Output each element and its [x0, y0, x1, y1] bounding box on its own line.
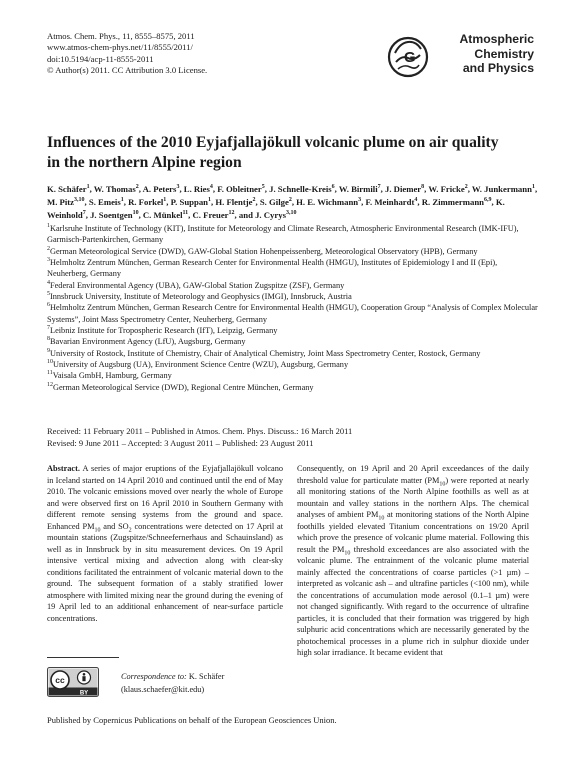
author-name: K. Weinhold	[47, 196, 505, 220]
subscript: 10	[94, 527, 101, 534]
affiliation-text: German Meteorological Service (DWD), GAW-Global Station Hohenpeissenberg, Meteorological Observatory (HPB), Germany	[50, 246, 478, 256]
body-text: threshold exceedances are also associated with the volcanic plume. The entrainment of the volcanic plume material mainly affected the concentrations of coarse particles (>1 µm) – interpreted as volcanic ash – and ultrafine particles (<100 nm), while the concentrations of accumulation mode aerosol (0.1–1 µm) were not changed significantly. With regard to the occurrence of ultrafine particles, it is concluded that their formation was triggered by high sulphuric acid concentrations which are necessarily generated by the photochemical processes in a plume rich in sulphur dioxide under high solar irradiance. It became evident that	[297, 544, 529, 657]
author-name: W. Birmili	[338, 184, 378, 194]
author-name: S. Emeis	[88, 196, 121, 207]
author-name: L. Ries	[183, 184, 210, 194]
author-name: S. Gilge	[259, 196, 289, 207]
dates-line-received: Received: 11 February 2011 – Published in Atmos. Chem. Phys. Discuss.: 16 March 2011	[47, 426, 353, 436]
author-affiliation-number: 8	[421, 184, 425, 191]
author	[90, 210, 138, 220]
author-list: K. Schäfer$^1$, W. Thomas$^2$, A. Peters$^3$, L. Ries$^4$, F. Obleitner$^5$, J. Schnelle-Kreis$^6$, W. Birmili$^7$, J. Diemer$^8$, W. Fricke$^2$, W. Junkermann$^1$, M. Pitz$^{3,10}$, S. Emeis$^1$, R. Forkel$^1$, P. Suppan$^1$, H. Flentje$^2$, S. Gilge$^2$, H. E. Wichmann$^3$, F. Meinhardt$^4$, R. Zimmermann$^{6,9}$, K. Weinhold$^7$, J. Soentgen$^{10}$, C. Münkel$^{11}$, C. Freuer$^{12}$, and J. Cyrys$^{3,10}$	[47, 184, 538, 220]
egu-logo-icon	[384, 29, 432, 83]
author-affiliation-number: 4	[209, 184, 213, 191]
journal-name-line: and Physics	[462, 61, 534, 76]
author	[385, 184, 424, 194]
affiliation-text: Bavarian Environment Agency (LfU), Augsburg, Germany	[50, 337, 246, 347]
subscript: 10	[344, 550, 351, 557]
affiliation-list	[47, 223, 539, 393]
affiliation-number: 11	[47, 370, 53, 377]
affiliation-number: 3	[47, 257, 50, 264]
author	[128, 197, 166, 207]
author-name: K. Schäfer	[47, 184, 87, 194]
author-name: W. Junkermann	[471, 184, 532, 194]
author-affiliation-number: 10	[132, 209, 139, 216]
affiliation-number: 1	[47, 223, 50, 230]
affiliation-number: 6	[47, 302, 50, 309]
abstract	[47, 463, 283, 624]
author	[269, 184, 335, 194]
affiliation	[47, 325, 539, 336]
author	[260, 197, 292, 207]
correspondence-name: K. Schäfer	[186, 672, 225, 681]
author-affiliation-number: 7	[82, 209, 86, 216]
citation-line[interactable]: www.atmos-chem-phys.net/11/8555/2011/	[47, 42, 193, 53]
affiliation	[47, 348, 539, 359]
author	[215, 197, 255, 207]
body-text: ) were reported at nearly all monitoring stations of the North Alpine foothills as well as at mountain and valley stations in the northern Alps. The chemical analyses of ambient PM	[297, 475, 529, 519]
author	[143, 210, 188, 220]
affiliation-text: University of Augsburg (UA), Environment Science Centre (WZU), Augsburg, Germany	[53, 360, 349, 370]
affiliation-text: German Meteorological Service (DWD), Regional Centre München, Germany	[53, 382, 314, 392]
affiliation-text: University of Rostock, Institute of Chemistry, Chair of Analytical Chemistry, Joint Mass Spectrometry Center, Rostock, Germany	[50, 348, 481, 358]
abstract-label: Abstract.	[47, 464, 80, 473]
abstract-text: concentrations were detected on 17 April at mountain stations (Zugspitze/Schneefernerhaus and Schauinsland) as well as in Innsbruck by in situ measurement devices. On 19 April intensive vertical mixing and advection along with clear-sky conditions facilitated the entrainment of volcanic material down to the ground. The subsequent formation of a stably stratified lower atmosphere with limited mixing near the ground during the evening of 19 April led to an additional enhancement of near-surface particle concentrations.	[47, 521, 283, 623]
author	[428, 184, 467, 194]
author	[339, 184, 381, 194]
affiliation	[47, 291, 539, 302]
journal-name-line: Chemistry	[474, 46, 534, 61]
dates-line-revised: Revised: 9 June 2011 – Accepted: 3 August 2011 – Published: 23 August 2011	[47, 437, 314, 448]
subscript: 10	[439, 481, 446, 488]
author-name: J. Schnelle-Kreis	[269, 184, 332, 194]
body-text: Consequently, on 19 April and 20 April exceedances of the daily threshold value for particulate matter (PM	[297, 464, 529, 485]
subscript: 2	[128, 527, 132, 534]
subscript: 10	[378, 515, 385, 522]
author	[143, 184, 180, 194]
affiliation	[47, 336, 539, 347]
journal-name	[432, 32, 534, 76]
affiliation-number: 10	[47, 359, 53, 366]
affiliation	[47, 359, 539, 370]
author-affiliation-number: 2	[135, 184, 139, 191]
author-affiliation-number: 6,9	[484, 196, 492, 203]
author-name: J. Diemer	[384, 184, 422, 194]
author	[217, 184, 265, 194]
author-affiliation-number: 11	[182, 209, 189, 216]
cc-badge-label: cc	[55, 675, 65, 685]
affiliation-text: Vaisala GmbH, Hamburg, Germany	[52, 371, 172, 381]
affiliation	[47, 382, 539, 393]
correspondence-label: Correspondence to:	[121, 672, 187, 681]
author-affiliation-number: 3	[358, 196, 362, 203]
author-affiliation-number: 3	[176, 184, 180, 191]
publisher-footer: Published by Copernicus Publications on behalf of the European Geosciences Union.	[47, 715, 337, 725]
author	[47, 184, 90, 194]
author-name: J. Cyrys	[255, 209, 286, 220]
affiliation-number: 5	[47, 291, 50, 298]
author-name: H. E. Wichmann	[296, 196, 359, 207]
author-affiliation-number: 7	[377, 184, 381, 191]
affiliation-number: 7	[47, 325, 50, 332]
affiliation	[47, 280, 539, 291]
affiliation-number: 2	[47, 245, 50, 252]
affiliation	[47, 257, 539, 280]
citation-block	[47, 31, 347, 77]
author-name: C. Freuer	[192, 209, 229, 220]
cc-badge-by: BY	[79, 690, 89, 697]
author-affiliation-number: 12	[228, 209, 235, 216]
affiliation-text: Innsbruck University, Institute of Meteorology and Geophysics (IMGI), Innsbruck, Austria	[50, 292, 352, 302]
correspondence-email[interactable]: (klaus.schaefer@kit.edu)	[121, 685, 205, 695]
logo-letter: G	[404, 49, 416, 66]
author-name: M. Pitz	[47, 196, 75, 207]
author	[184, 184, 213, 194]
cc-by-license-icon[interactable]	[47, 667, 99, 697]
author-affiliation-number: 3,10	[74, 196, 85, 203]
citation-line: © Author(s) 2011. CC Attribution 3.0 License.	[47, 65, 208, 76]
author	[296, 197, 361, 207]
correspondence	[121, 670, 291, 696]
footnote-rule	[47, 657, 119, 658]
journal-name-line: Atmospheric	[459, 32, 534, 46]
journal-logo	[384, 29, 534, 87]
affiliation-text: Helmholtz Zentrum München, German Research Center for Environmental Health (HMGU), Institutes of Epidemiology I and II (Epi), Neuherberg, Germany	[47, 258, 498, 279]
author-affiliation-number: 1	[531, 184, 535, 191]
author-name: P. Suppan	[170, 196, 208, 207]
author-name: F. Meinhardt	[365, 196, 415, 207]
author	[255, 210, 296, 220]
author-affiliation-number: 6	[331, 184, 335, 191]
author-name: C. Münkel	[142, 209, 183, 220]
abstract-text: and SO	[100, 521, 129, 531]
affiliation	[47, 246, 539, 257]
affiliation	[47, 302, 539, 325]
author-affiliation-number: 1	[208, 196, 211, 203]
author-name: J. Soentgen	[90, 209, 133, 220]
publication-dates	[47, 426, 539, 449]
author-name: R. Zimmermann	[421, 196, 484, 207]
affiliation-text: Karlsruhe Institute of Technology (KIT), Institute for Meteorology and Climate Research, Atmospheric Environmental Research (IMK-IFU), Garmisch-Partenkirchen, Germany	[47, 224, 519, 245]
affiliation-text: Federal Environmental Agency (UBA), GAW-Global Station Zugspitze (ZSF), Germany	[50, 280, 345, 290]
citation-line: Atmos. Chem. Phys., 11, 8555–8575, 2011	[47, 31, 195, 41]
author-affiliation-number: 1	[120, 196, 124, 203]
abstract-text: A series of major eruptions of the Eyjafjallajökull volcano in Iceland started on 14 April 2010 and continued until the end of May 2010. The volcanic emissions moved over nearly the whole of Europe and were observed first on 16 April 2010 in Southern Germany with different remote sensing systems from the ground and space. Enhanced PM	[47, 464, 283, 531]
author-affiliation-number: 1	[86, 184, 90, 191]
affiliation-number: 9	[47, 348, 50, 355]
affiliation-text: Helmholtz Zentrum München, German Research Centre for Environmental Health (HMGU), Cooperation Group “Analysis of Complex Molecular Systems”, Joint Mass Spectrometry Center, Neuherberg, Germany	[47, 303, 538, 324]
abstract-continued	[297, 463, 529, 659]
author-name: W. Fricke	[428, 184, 465, 194]
body-text: at monitoring stations of the North Alpine foothills yielded elevated Titanium concentrations on 19/20 April which prove the presence of volcanic plume material. Following this result the PM	[297, 510, 529, 554]
author-affiliation-number: 2	[464, 184, 468, 191]
author-affiliation-number: 2	[288, 196, 292, 203]
author	[193, 210, 235, 220]
affiliation-number: 8	[47, 336, 50, 343]
paper-title	[47, 133, 537, 173]
title-line: Influences of the 2010 Eyjafjallajökull volcanic plume on air quality	[47, 134, 499, 151]
author-name: A. Peters	[142, 184, 177, 194]
affiliation-number: 12	[47, 382, 53, 389]
author-affiliation-number: 1	[163, 196, 167, 203]
affiliation	[47, 370, 539, 381]
affiliation	[47, 223, 539, 246]
author	[365, 197, 417, 207]
affiliation-number: 4	[47, 279, 50, 286]
author	[89, 197, 124, 207]
author-affiliation-number: 3,10	[285, 209, 297, 216]
author-name: H. Flentje	[215, 196, 253, 207]
author-affiliation-number: 2	[252, 196, 256, 203]
author-name: W. Thomas	[93, 184, 136, 194]
affiliation-text: Leibniz Institute for Tropospheric Research (IfT), Leipzig, Germany	[50, 326, 278, 336]
author-affiliation-number: 4	[414, 196, 418, 203]
author	[47, 197, 85, 207]
author-affiliation-number: 5	[261, 184, 265, 191]
author-name: F. Obleitner	[217, 184, 262, 194]
author	[171, 197, 211, 207]
author-name: R. Forkel	[128, 196, 164, 207]
author	[94, 184, 139, 194]
author	[422, 197, 492, 207]
title-line: in the northern Alpine region	[47, 154, 242, 171]
author	[472, 184, 535, 194]
citation-line[interactable]: doi:10.5194/acp-11-8555-2011	[47, 53, 154, 64]
